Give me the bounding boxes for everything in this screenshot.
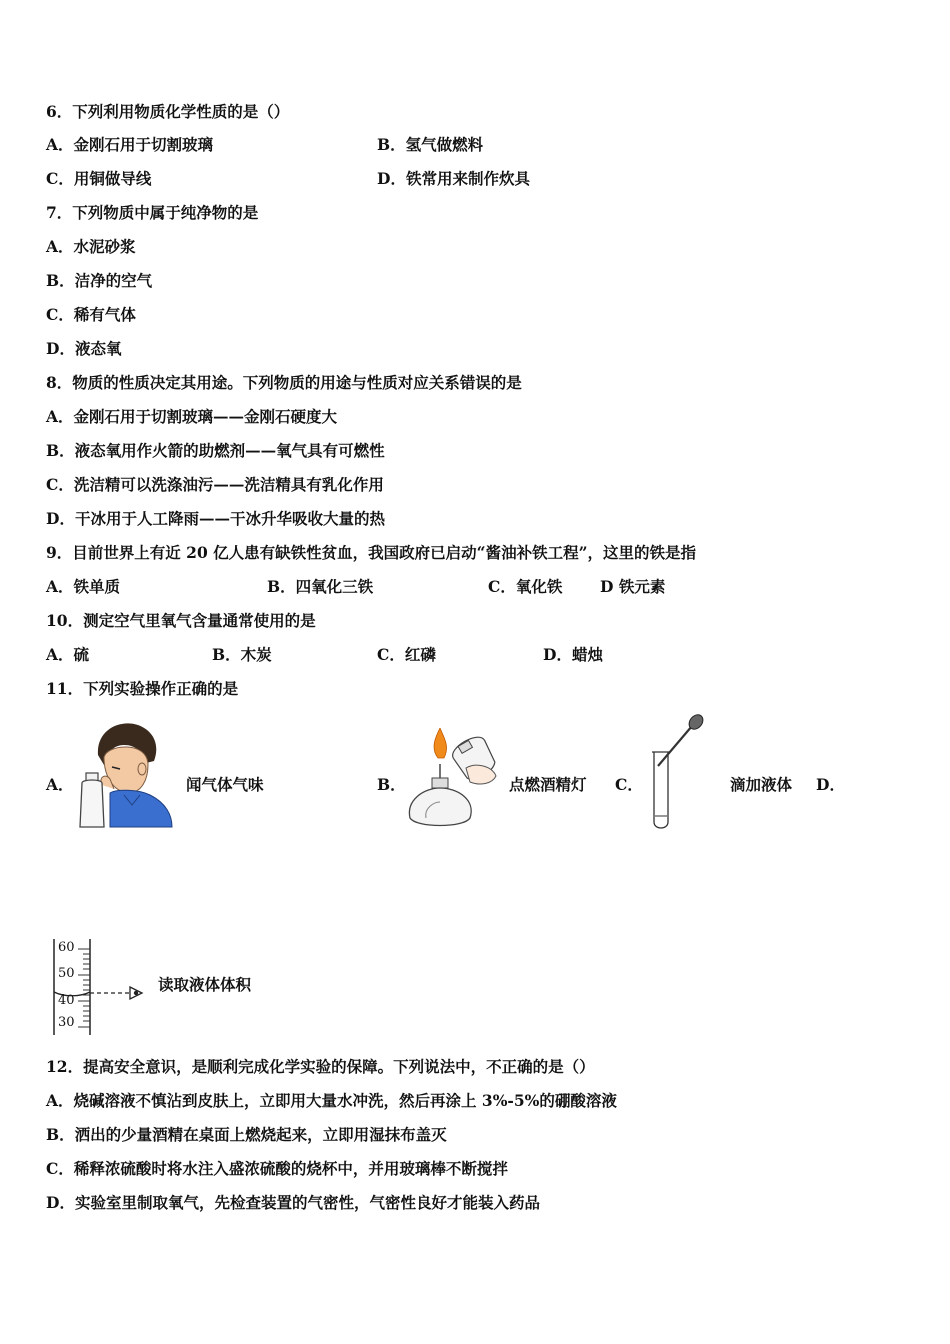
q8-option-c: C．洗洁精可以洗涤油污——洗洁精具有乳化作用 bbox=[46, 475, 384, 494]
q12-option-b: B．洒出的少量酒精在桌面上燃烧起来，立即用湿抹布盖灭 bbox=[46, 1125, 447, 1144]
q7-option-b: B．洁净的空气 bbox=[46, 271, 153, 290]
q8-option-b: B．液态氧用作火箭的助燃剂——氧气具有可燃性 bbox=[46, 441, 385, 460]
q10-stem: 10．测定空气里氧气含量通常使用的是 bbox=[46, 611, 316, 630]
q6-option-a: A．金刚石用于切割玻璃 bbox=[46, 135, 214, 154]
q6-stem: 6．下列利用物质化学性质的是（） bbox=[46, 102, 290, 121]
alcohol-lamp-figure bbox=[404, 728, 500, 832]
q10-option-b: B．木炭 bbox=[212, 645, 272, 664]
q7-option-c: C．稀有气体 bbox=[46, 305, 136, 324]
smelling-gas-figure bbox=[76, 715, 176, 833]
q10-option-d: D．蜡烛 bbox=[543, 645, 603, 664]
q11-option-a-letter: A． bbox=[46, 775, 74, 794]
q11-option-d-caption: 读取液体体积 bbox=[158, 975, 252, 994]
q9-stem: 9．目前世界上有近 20 亿人患有缺铁性贫血，我国政府已启动“酱油补铁工程”，这里的铁是指 bbox=[46, 543, 696, 562]
q6-option-b: B．氢气做燃料 bbox=[377, 135, 484, 154]
q7-stem: 7．下列物质中属于纯净物的是 bbox=[46, 203, 259, 222]
cylinder-tick-30: 30 bbox=[58, 1015, 75, 1030]
q7-option-d: D．液态氧 bbox=[46, 339, 122, 358]
q9-option-b: B．四氧化三铁 bbox=[267, 577, 374, 596]
q12-stem: 12．提高安全意识，是顺利完成化学实验的保障。下列说法中，不正确的是（） bbox=[46, 1057, 595, 1076]
q12-option-a: A．烧碱溶液不慎沾到皮肤上，立即用大量水冲洗，然后再涂上 3%-5%的硼酸溶液 bbox=[46, 1091, 617, 1110]
cylinder-tick-50: 50 bbox=[58, 966, 75, 981]
q8-stem: 8．物质的性质决定其用途。下列物质的用途与性质对应关系错误的是 bbox=[46, 373, 522, 392]
q7-option-a: A．水泥砂浆 bbox=[46, 237, 136, 256]
q8-option-d: D．干冰用于人工降雨——干冰升华吸收大量的热 bbox=[46, 509, 385, 528]
q11-option-c-letter: C． bbox=[615, 775, 643, 794]
q12-option-d: D．实验室里制取氧气，先检查装置的气密性，气密性良好才能装入药品 bbox=[46, 1193, 540, 1212]
q10-option-c: C．红磷 bbox=[377, 645, 436, 664]
dropper-test-tube-figure bbox=[644, 712, 708, 834]
q11-option-a-caption: 闻气体气味 bbox=[186, 775, 264, 794]
measuring-cylinder-figure bbox=[50, 937, 154, 1037]
q6-option-c: C．用铜做导线 bbox=[46, 169, 152, 188]
cylinder-tick-40: 40 bbox=[58, 993, 75, 1008]
q9-option-d: D 铁元素 bbox=[600, 577, 666, 596]
q9-option-c: C．氧化铁 bbox=[488, 577, 563, 596]
q11-option-d-letter: D． bbox=[816, 775, 845, 794]
q8-option-a: A．金刚石用于切割玻璃——金刚石硬度大 bbox=[46, 407, 338, 426]
cylinder-tick-60: 60 bbox=[58, 940, 75, 955]
q10-option-a: A．硫 bbox=[46, 645, 90, 664]
q11-option-b-letter: B． bbox=[377, 775, 406, 794]
q11-option-c-caption: 滴加液体 bbox=[730, 775, 793, 794]
q11-stem: 11．下列实验操作正确的是 bbox=[46, 679, 239, 698]
q12-option-c: C．稀释浓硫酸时将水注入盛浓硫酸的烧杯中，并用玻璃棒不断搅拌 bbox=[46, 1159, 508, 1178]
q9-option-a: A．铁单质 bbox=[46, 577, 121, 596]
q11-option-b-caption: 点燃酒精灯 bbox=[509, 775, 587, 794]
q6-option-d: D．铁常用来制作炊具 bbox=[377, 169, 530, 188]
